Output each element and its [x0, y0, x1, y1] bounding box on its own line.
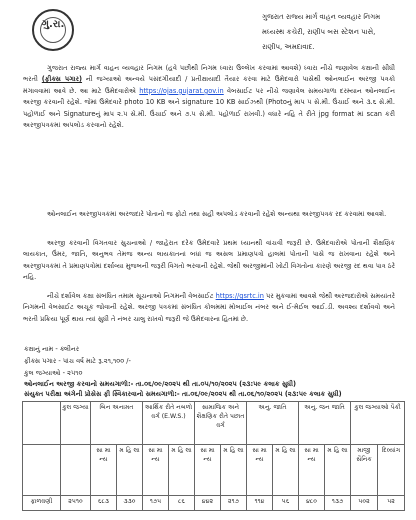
sub-women: મ હિ લા [169, 445, 195, 496]
header-unreserved: બિન અનામત [91, 402, 143, 445]
org-name: ગુજરાત રાજ્ય માર્ગ વાહન વ્યવહાર નિગમ [262, 13, 381, 21]
cell-ex-servicemen: ૫૦૨ [351, 496, 378, 511]
header-special: કુલ જગ્યાઓ પૈકી [351, 402, 405, 445]
vacancy-table [22, 401, 405, 511]
blank-subheader-cell [61, 445, 91, 496]
cell-disabled: ૫૨ [378, 496, 405, 511]
intro-text-start: ગુજરાત રાજ્ય માર્ગ વાહન વ્યવહાર નિગમ (હવે પછીથી નિગમ ધ્વારા ઉલ્લેખ કરવામાં આવશે) ધ્વારા નીચે જણાવેલ કક્ષાની સીધી ભરતી [23, 64, 395, 84]
sub-women: મ હિ લા [117, 445, 143, 496]
website-text-end: પર મુકવામાં આવશે જેથી અરજદારોએ સમયાંતરે નિગમની વેબસાઈટ અચૂક જોવાની રહેશે. અરજી પત્રકમાં સંબંધિત કોલમમાં મોબાઈલ નંબર અને ઈ-મેઈલ આઈ.ડી. અવશ્ય દર્શાવવો અને ભરતી પ્રક્રિયા પૂર્ણ થાય ત્યાં સુધી તે નંબર ચાલુ રાખવો જરૂરી જે ઉમેદવારના હિતમાં છે. [23, 292, 395, 323]
photo-sign-text: ઓનલાઈન અરજીપત્રકમાં અરજદારે પોતાનો જ ફોટો તથા સહી અપલોડ કરવાની રહેશે અન્યથા અરજીપત્રક રદ કરવામાં આવશે. [47, 210, 387, 218]
instructions-paragraph [23, 238, 395, 284]
gsrtc-link[interactable]: https://gsrtc.in [215, 292, 264, 300]
header-sc: અનુ. જાતિ [247, 402, 299, 445]
logo-text: ગુ.રા. [41, 19, 65, 30]
post-name: કક્ષાનું નામ - ક્લીનર [24, 345, 80, 353]
gsrtc-logo [32, 9, 74, 51]
sub-general: સા મા ન્ય [299, 445, 325, 496]
address-line-2: રાણીપ, અમદાવાદ. [262, 43, 315, 51]
cell-st-women: ૧૩૭ [325, 496, 351, 511]
cell-ews-women: ૮૬ [169, 496, 195, 511]
online-application-period: ઓનલાઈન અરજી કરવાનો સમયગાળો:- તા.૦૬/૦૯/૨૦૨૫ થી તા.૦૫/૧૦/૨૦૨૫ (૨૩:૫૯ કલાક સુધી) [24, 380, 297, 388]
website-text-start: નીચે દર્શાવેલ કક્ષા સંબંધિત તમામ સૂચનાઓ નિગમની વેબસાઈટ [47, 292, 216, 300]
sub-women: મ હિ લા [221, 445, 247, 496]
sub-general: સા મા ન્ય [247, 445, 273, 496]
total-posts: કુલ જગ્યાઓ - ૨૫૧૦ [24, 369, 83, 377]
sub-general: સા મા ન્ય [195, 445, 221, 496]
process-fee-period: સંયુક્ત પરીક્ષા અંગેની પ્રોસેસ ફી સ્વિકારવાનો સમયગાળો:- તા.૦૬/૦૯/૨૦૨૫ થી તા.૦૬/૧૦/૨૦૨૫ (૨૩:૫૯ કલાક સુધી) [24, 390, 342, 398]
cell-sc-general: ૧૧૪ [247, 496, 273, 511]
table-header-row [23, 402, 405, 445]
sub-general: સા મા ન્ય [91, 445, 117, 496]
cell-ews-general: ૧૭૫ [143, 496, 169, 511]
sub-general: સા મા ન્ય [143, 445, 169, 496]
address-line-1: મધ્યસ્થ કચેરી, રાણીપ બસ સ્ટેશન પાસે, [262, 28, 376, 36]
header-sebc: સામાજિક અને શૈક્ષણિક રીતે પછાત વર્ગ [195, 402, 247, 445]
header-st: અનુ. જન જાતિ [299, 402, 351, 445]
header-total: કુલ જગ્યા [61, 402, 91, 445]
row-label: ફાળવણી [23, 496, 61, 511]
cell-total: ૨૫૧૦ [61, 496, 91, 511]
table-row [23, 496, 405, 511]
cell-ur-women: ૩૩૦ [117, 496, 143, 511]
cell-st-general: ૪૮૦ [299, 496, 325, 511]
blank-subheader-cell [23, 445, 61, 496]
intro-paragraph [23, 63, 395, 131]
sub-disabled: દિવ્યાંગ [378, 445, 405, 496]
website-paragraph [23, 291, 395, 325]
header-ews: આર્થિક રીતે નબળો વર્ગ (E.W.S.) [143, 402, 195, 445]
cell-sebc-women: ૨૧૭ [221, 496, 247, 511]
fixed-pay-note: (ફીક્સ પગાર) [41, 75, 83, 84]
intro-text-end: વેબસાઈટ પર નીચે જણાવેલ સમયગાળા દરમ્યાન ઓનલાઈન અરજી કરવાની રહેશે. જેમાં ઉમેદવારે photo 10 KB અને signature 10 KB સાઈઝથી (Photoનું માપ ૫ સે.મી. ઉંચાઈ અને ૩.૬ સે.મી. પહોળાઈ અને Signatureનું માપ ૨.૫ સે.મી. ઉંચાઈ અને ૭.૫ સે.મી. પહોળાઈ રાખવી.) વધારે નહિ તે રીતે jpg format માં scan કરી અરજીપત્રકમાં અપલોડ કરવાનો રહેશે. [23, 86, 395, 130]
ojas-link[interactable]: https://ojas.gujarat.gov.in [139, 86, 224, 95]
salary-info: ફીક્સ પગાર - પાંચ વર્ષ માટે રૂ.૨૧,૧૦૦ /- [24, 357, 131, 365]
instructions-text: અરજી કરવાની વિગતવાર સુચનાઓ / જાહેરાત દરેક ઉમેદવારે પ્રથમ ધ્યાનથી વાંચવી જરૂરી છે. ઉમેદવારોએ પોતાની શૈક્ષણિક લાયકાત, ઉંમર, જાતિ, અનુભવ તેમજ અન્ય લાયકાતનાં બધાં જ અસલ પ્રમાણપત્રો હાલમાં પોતાની પાસે જ રાખવાના રહેશે અને અરજીપત્રકમાં તે પ્રમાણપત્રોમાં દર્શાવ્યા મુજબની જરૂરી વિગતો ભરવાની રહેશે. જેથી અરજીમાંની ખોટી વિગતોના કારણે અરજી રદ થવા પાત્ર ઠરે નહિ. [23, 239, 395, 282]
blank-header-cell [23, 402, 61, 445]
sub-women: મ હિ લા [325, 445, 351, 496]
sub-ex-servicemen: માજી સૈનિક [351, 445, 378, 496]
sub-women: મ હિ લા [273, 445, 299, 496]
intro-text-middle: ની જગ્યાઓ અન્વયે પસંદગીયાદી / પ્રતીક્ષાયાદી તૈયાર કરવા માટે ઉમેદવારો પાસેથી ઓનલાઈન અરજી પત્રકો મંગાવવામાં આવે છે. આ માટે ઉમેદવારોએ [23, 75, 395, 95]
cell-ur-general: ૬૮૩ [91, 496, 117, 511]
cell-sebc-general: ૪૪૨ [195, 496, 221, 511]
cell-sc-women: ૫૬ [273, 496, 299, 511]
table-subheader-row [23, 445, 405, 496]
photo-sign-paragraph [23, 209, 395, 220]
